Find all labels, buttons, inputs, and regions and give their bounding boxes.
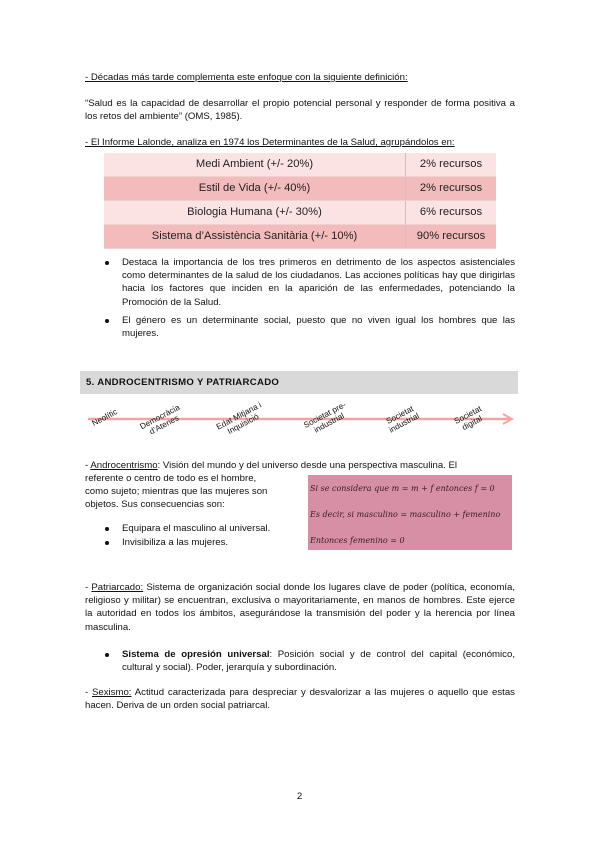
patriarcado-term: Patriarcado: bbox=[91, 582, 144, 593]
resources-cell: 2% recursos bbox=[406, 177, 497, 201]
table-row bbox=[104, 201, 496, 225]
resources-cell: 2% recursos bbox=[406, 153, 497, 177]
table-row bbox=[104, 153, 496, 177]
table-row bbox=[104, 225, 496, 249]
formula-line-1: Si se considera que m = m + f entonces f = 0 bbox=[310, 484, 495, 493]
androcentrismo-def: : Visión del mundo y del universo desde una perspectiva masculina. El bbox=[157, 460, 458, 471]
section-header bbox=[80, 371, 518, 394]
bullet-gender: El género es un determinante social, puesto que no viven igual los hombres que las mujeres. bbox=[122, 315, 515, 340]
intro-heading-text: - Décadas más tarde complementa este enfoque con la siguiente definición: bbox=[85, 72, 408, 83]
timeline-label-neolitic: Neolític bbox=[90, 407, 119, 428]
table-row bbox=[104, 177, 496, 201]
factor-cell: Medi Ambient (+/- 20%) bbox=[104, 153, 406, 177]
opresion-def: : Posición social y de control del capital (económico, cultural y social). Poder, jerarquía y subordinación. bbox=[122, 649, 515, 674]
bullet-importance: Destaca la importancia de los tres primeros en detrimento de los aspectos asistenciales como determinantes de la salud de los ciudadanos. Las acciones políticas hay que dirigirlas hacia los factores que inciden en la aparición de las enfermedades, potenciando la Promoción de la Salud. bbox=[122, 257, 515, 308]
bullet-dot bbox=[105, 261, 109, 265]
intro-heading-line bbox=[85, 71, 515, 84]
sexismo-def: Actitud caracterizada para despreciar y desvalorizar a las mujeres o aquello que estas hacen. Deriva de un orden social patriarcal. bbox=[85, 687, 515, 712]
resources-cell: 90% recursos bbox=[406, 225, 497, 249]
sexismo-term: Sexismo: bbox=[92, 687, 132, 698]
bullet-dot bbox=[105, 319, 109, 323]
resources-cell: 6% recursos bbox=[406, 201, 497, 225]
patriarcado-def: Sistema de organización social donde los lugares clave de poder (política, economía, religioso y militar) se encuentran, exclusiva o mayoritariamente, en manos de hombres. Este ejerce la autoridad en todos los ámbitos, asegurándose la transmisión del poder y la herencia por línea masculina. bbox=[85, 582, 515, 633]
bullet-dot bbox=[105, 653, 109, 657]
lalonde-table bbox=[104, 153, 496, 249]
formula-line-3: Entonces femenino = 0 bbox=[310, 536, 405, 545]
timeline-label-preindustrial: Societat pre-industrial bbox=[302, 400, 348, 435]
factor-cell: Biologia Humana (+/- 30%) bbox=[104, 201, 406, 225]
androcentrismo-line3: como sujeto; mientras que las mujeres son bbox=[85, 486, 268, 497]
timeline-label-industrial: Societat industrial bbox=[384, 404, 421, 435]
bullet-opresion bbox=[122, 648, 515, 674]
page-number: 2 bbox=[296, 791, 303, 802]
formula-box bbox=[308, 475, 512, 550]
sexismo-paragraph: - Sexismo: Actitud caracterizada para despreciar y desvalorizar a las mujeres o aquello que estas hacen. Deriva de un orden social patriarcal. bbox=[85, 687, 515, 712]
androcentrismo-line2: referente o centro de todo es el hombre, bbox=[85, 473, 257, 484]
opresion-term: Sistema de opresión universal bbox=[122, 649, 270, 660]
bullet-dot bbox=[105, 527, 109, 531]
androcentrismo-first-line: - Androcentrismo: Visión del mundo y del universo desde una perspectiva masculina. El bbox=[85, 460, 458, 471]
lalonde-line bbox=[85, 136, 515, 149]
formula-line-2: Es decir, si masculino = masculino + femenino bbox=[310, 510, 501, 519]
patriarcado-paragraph: - Patriarcado: Sistema de organización social donde los lugares clave de poder (política, economía, religioso y militar) se encuentran, exclusiva o mayoritariamente, en manos de hombres. Este ejerce la autoridad en todos los ámbitos, asegurándose la transmisión del poder y la herencia por línea masculina. bbox=[85, 582, 515, 633]
factor-cell: Estil de Vida (+/- 40%) bbox=[104, 177, 406, 201]
who-quote: “Salud es la capacidad de desarrollar el propio potencial personal y responder de forma positiva a los retos del ambiente” (OMS, 1985). bbox=[85, 98, 515, 123]
consequence-universal: Equipara el masculino al universal. bbox=[122, 523, 271, 534]
androcentrismo-term: Androcentrismo bbox=[90, 460, 158, 471]
timeline-label-digital: Societat digital bbox=[452, 404, 484, 432]
section-title: 5. ANDROCENTRISMO Y PATRIARCADO bbox=[86, 377, 280, 388]
timeline-label-edat-mitjana: Edat Mitjana i Inquisició bbox=[214, 400, 263, 436]
consequence-invisible: Invisibiliza a las mujeres. bbox=[122, 537, 229, 548]
bullet-dot bbox=[105, 541, 109, 545]
timeline-label-atenes: Democràcia d’Atenes bbox=[138, 402, 182, 437]
androcentrismo-line4: objetos. Sus consecuencias son: bbox=[85, 499, 225, 510]
factor-cell: Sistema d’Assistència Sanitària (+/- 10%) bbox=[104, 225, 406, 249]
lalonde-text: - El Informe Lalonde, analiza en 1974 los Determinantes de la Salud, agrupándolos en: bbox=[85, 137, 455, 148]
